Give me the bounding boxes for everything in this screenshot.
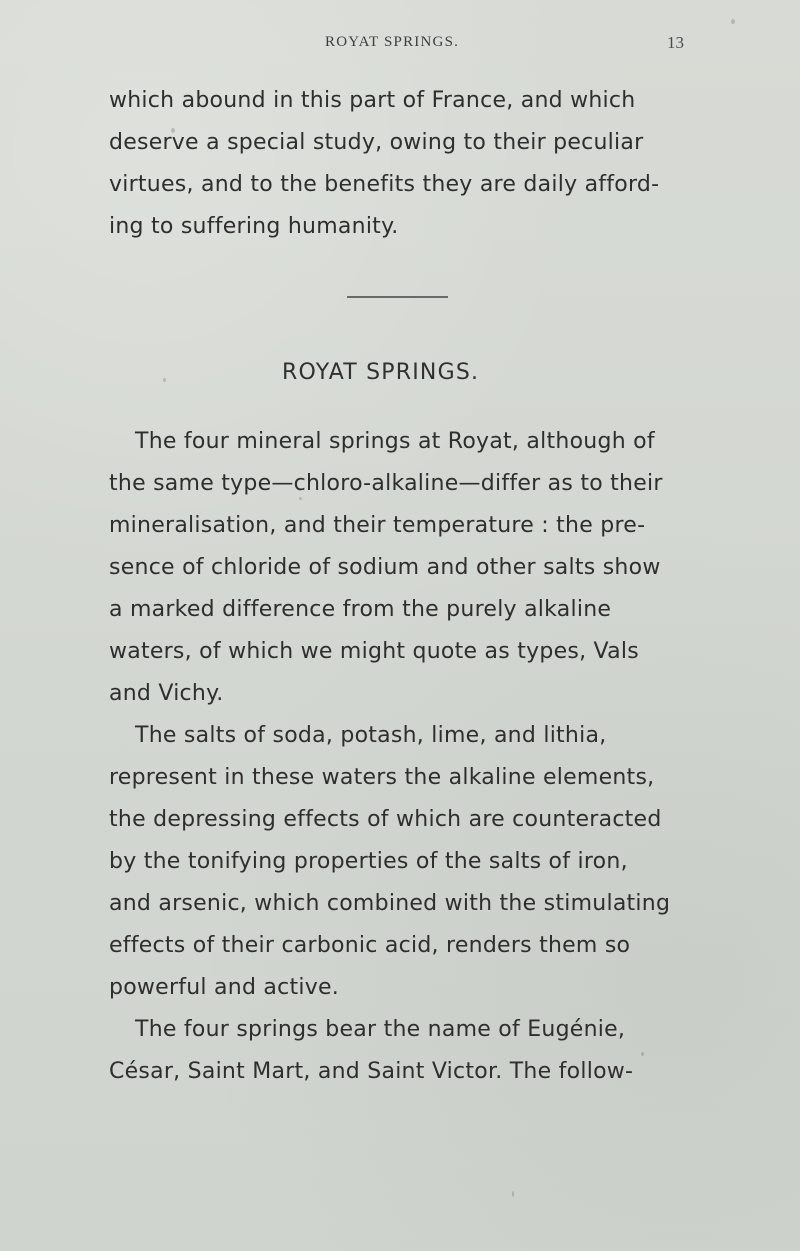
paper-speck bbox=[299, 497, 302, 500]
text-line: which abound in this part of France, and which bbox=[109, 88, 636, 113]
text-line: the same type—chloro-alkaline—differ as to their bbox=[109, 471, 663, 496]
text-line: the depressing effects of which are counteracted bbox=[109, 807, 662, 832]
text-line: a marked difference from the purely alkaline bbox=[109, 597, 612, 622]
text-line: virtues, and to the benefits they are daily afford- bbox=[109, 172, 660, 197]
text-line: by the tonifying properties of the salts of iron, bbox=[109, 849, 628, 874]
section-divider bbox=[347, 296, 448, 298]
text-line: sence of chloride of sodium and other salts show bbox=[109, 555, 661, 580]
running-title: ROYAT SPRINGS. bbox=[325, 34, 460, 50]
text-line: and Vichy. bbox=[109, 681, 224, 706]
text-line: The salts of soda, potash, lime, and lithia, bbox=[135, 723, 607, 748]
paper-speck bbox=[171, 128, 175, 133]
page-number: 13 bbox=[667, 33, 684, 52]
text-line: powerful and active. bbox=[109, 975, 340, 1000]
paper-speck bbox=[641, 1052, 644, 1056]
text-line: represent in these waters the alkaline elements, bbox=[109, 765, 655, 790]
text-line: and arsenic, which combined with the stimulating bbox=[109, 891, 671, 916]
paper-speck bbox=[731, 19, 735, 24]
running-head bbox=[0, 34, 800, 58]
paper-speck bbox=[512, 1191, 514, 1197]
text-line: mineralisation, and their temperature : the pre- bbox=[109, 513, 646, 538]
text-line: ing to suffering humanity. bbox=[109, 214, 399, 239]
text-line: effects of their carbonic acid, renders them so bbox=[109, 933, 631, 958]
text-line: César, Saint Mart, and Saint Victor. The follow- bbox=[109, 1059, 634, 1084]
text-line: The four mineral springs at Royat, although of bbox=[135, 429, 655, 454]
text-line: waters, of which we might quote as types, Vals bbox=[109, 639, 639, 664]
text-line: The four springs bear the name of Eugénie, bbox=[135, 1017, 626, 1042]
text-line: deserve a special study, owing to their peculiar bbox=[109, 130, 644, 155]
paper-speck bbox=[163, 378, 166, 382]
section-heading: ROYAT SPRINGS. bbox=[282, 360, 480, 385]
